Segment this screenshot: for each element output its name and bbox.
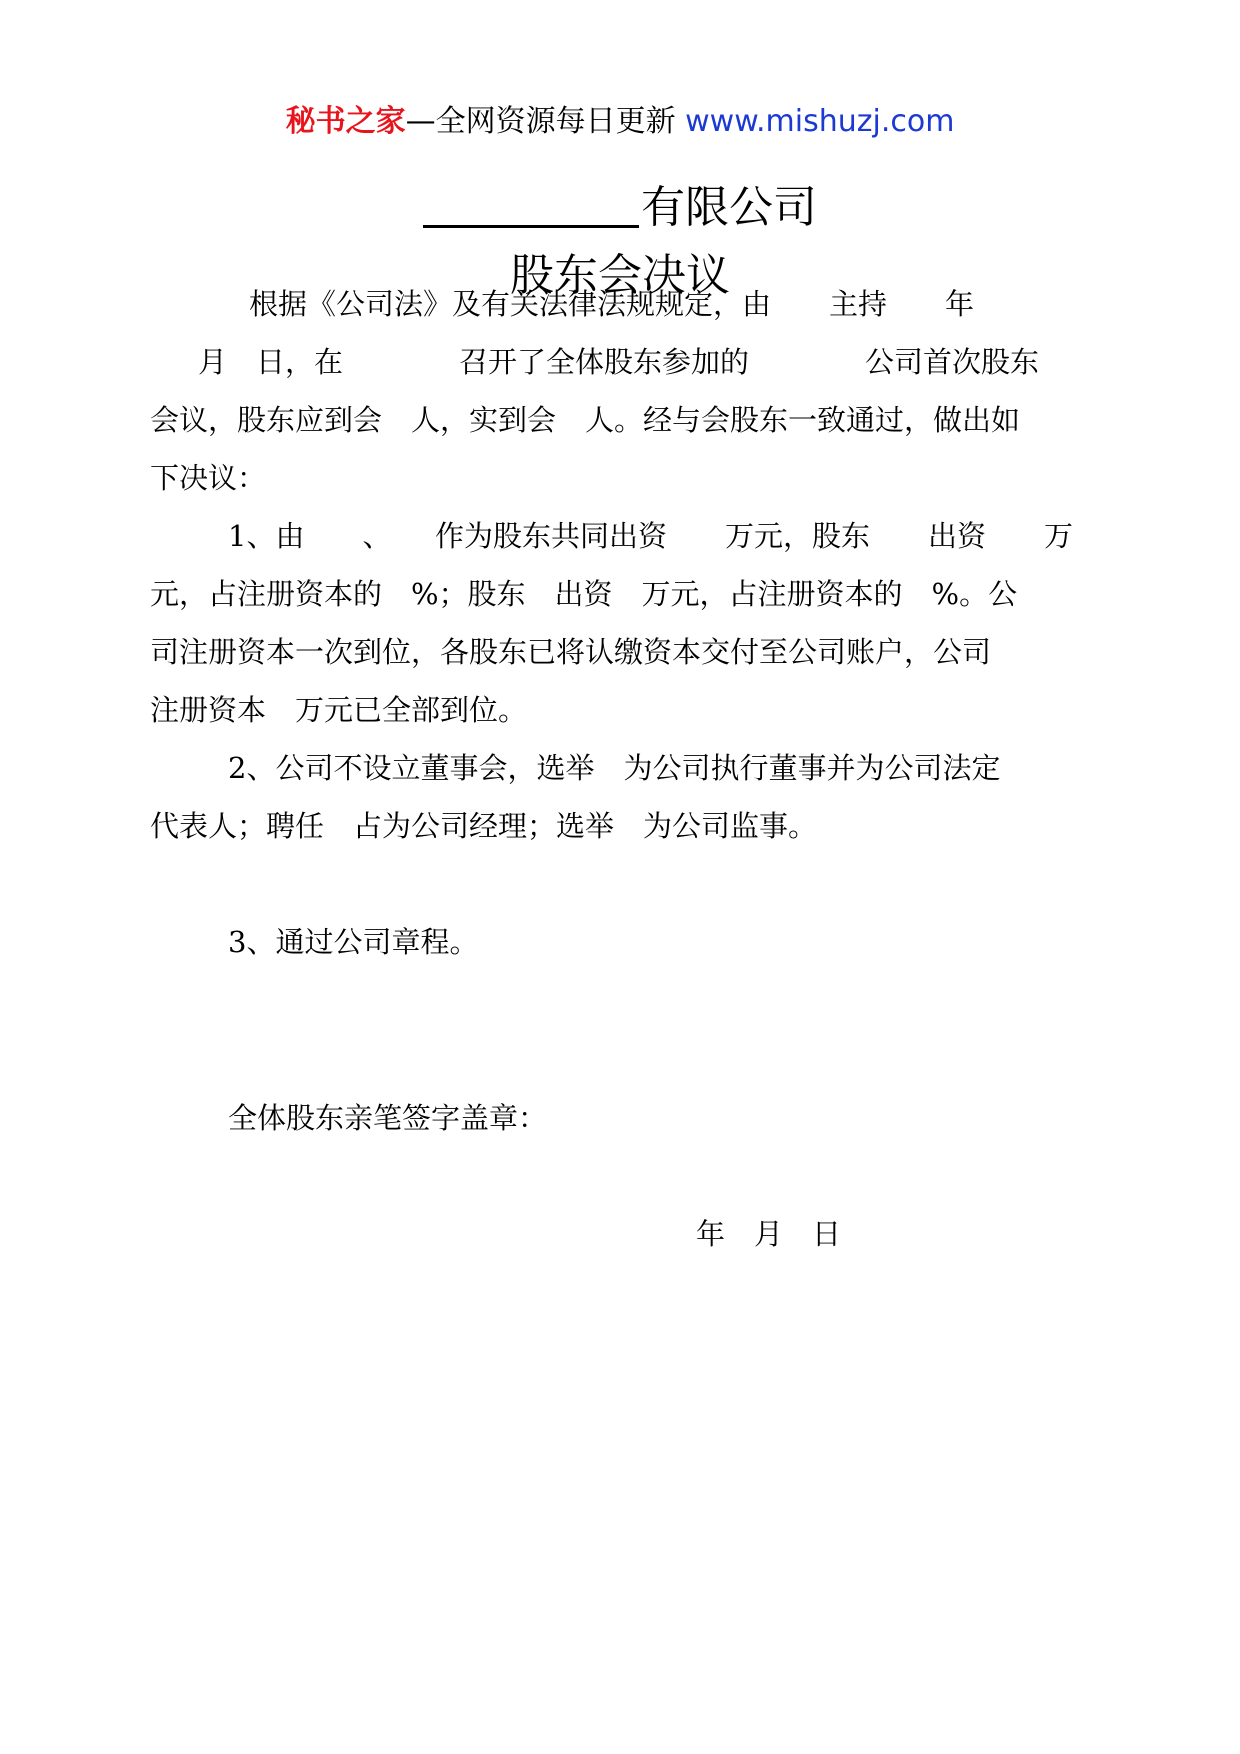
company-title — [0, 180, 1240, 236]
item-1-line-4: 注册资本 万元已全部到位。 — [150, 693, 528, 727]
paragraph-1-line-3: 会议，股东应到会 人，实到会 人。经与会股东一致通过，做出如 — [150, 403, 1021, 437]
item-1-line-3: 司注册资本一次到位，各股东已将认缴资本交付至公司账户，公司 — [150, 635, 992, 669]
banner-url[interactable]: www.mishuzj.com — [685, 104, 955, 139]
signature-date: 年 月 日 — [696, 1217, 842, 1251]
paragraph-1-line-1: 根据《公司法》及有关法律法规规定，由 主持 年 — [249, 287, 975, 321]
item-2-line-1: 2、公司不设立董事会，选举 为公司执行董事并为公司法定 — [228, 751, 1001, 785]
item-1-line-1: 1、由 、 作为股东共同出资 万元，股东 出资 万 — [228, 519, 1073, 553]
site-banner — [0, 102, 1240, 142]
company-suffix: 有限公司 — [641, 182, 817, 233]
item-3: 3、通过公司章程。 — [228, 925, 479, 959]
paragraph-1-line-4: 下决议： — [150, 461, 267, 495]
banner-slogan: —全网资源每日更新 — [405, 104, 676, 139]
item-2-line-2: 代表人；聘任 占为公司经理；选举 为公司监事。 — [150, 809, 818, 843]
banner-brand: 秘书之家 — [285, 104, 406, 139]
company-name-blank — [423, 185, 639, 228]
paragraph-1-line-2: 月 日，在 召开了全体股东参加的 公司首次股东 — [198, 345, 1040, 379]
document-heading: 股东会决议 — [510, 250, 730, 301]
signature-label: 全体股东亲笔签字盖章： — [228, 1101, 548, 1135]
item-1-line-2: 元，占注册资本的 %；股东 出资 万元，占注册资本的 %。公 — [150, 577, 1018, 611]
